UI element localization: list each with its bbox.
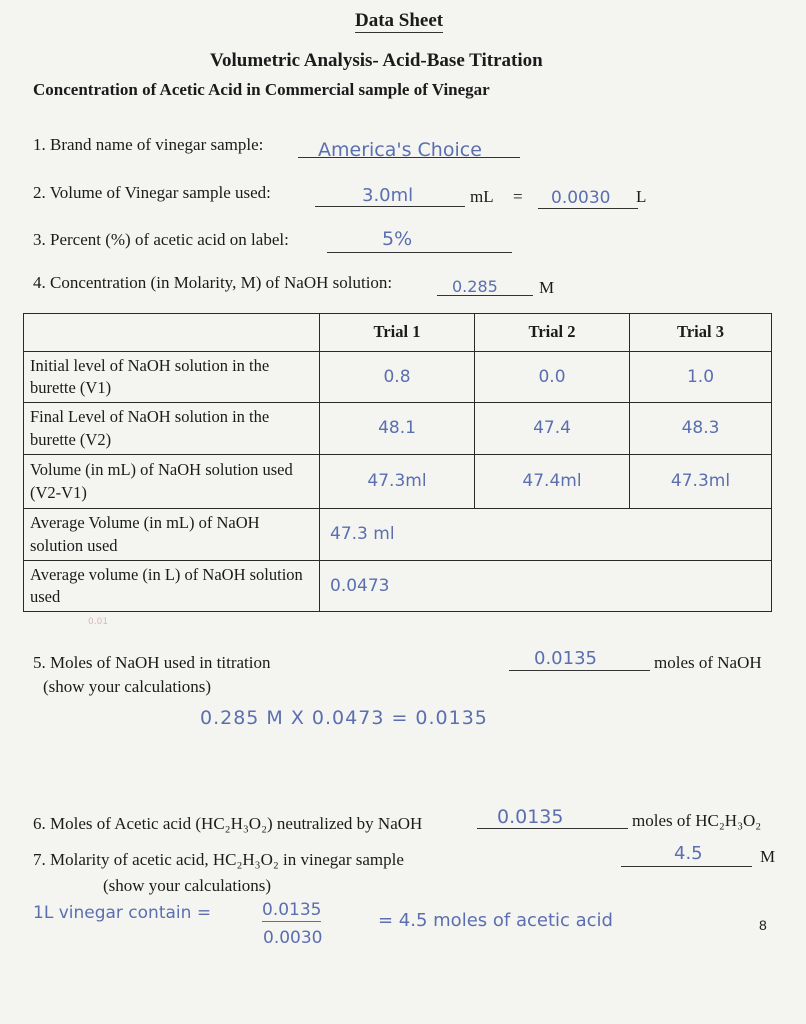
q7-answer: 4.5: [674, 843, 703, 864]
table-row: [24, 352, 772, 403]
table-header-row: [24, 314, 772, 352]
q5-label: 5. Moles of NaOH used in titration: [33, 653, 271, 672]
table-row: [24, 509, 772, 561]
q7-calc-result: = 4.5 moles of acetic acid: [378, 910, 613, 931]
q5-unit: moles of NaOH: [654, 653, 762, 672]
cell-volume-trial-1: 47.3ml: [320, 455, 475, 509]
row-label-average-ml: Average Volume (in mL) of NaOH solution used: [24, 509, 320, 561]
faint-pencil-note: 0.01: [88, 617, 109, 627]
table-header-trial-3: Trial 3: [630, 314, 772, 352]
q2-label: 2. Volume of Vinegar sample used:: [33, 183, 271, 202]
page-number: 8: [759, 917, 767, 933]
table-row: [24, 403, 772, 455]
q5-answer: 0.0135: [534, 648, 597, 669]
cell-initial-trial-1: 0.8: [320, 352, 475, 403]
q2-blank-l: [538, 208, 638, 209]
q6-label: 6. Moles of Acetic acid (HC₂H₃O₂) neutralized by NaOH: [33, 814, 423, 833]
q6-answer: 0.0135: [497, 806, 564, 828]
q7-unit: M: [760, 847, 776, 866]
q7-calc-numerator: 0.0135: [262, 900, 322, 920]
q2-unit-ml: mL: [470, 187, 494, 206]
row-label-volume-used: Volume (in mL) of NaOH solution used (V2-V1): [24, 455, 320, 509]
table-row: [24, 561, 772, 612]
q7-calc-denominator: 0.0030: [263, 928, 323, 948]
q6-unit: moles of HC₂H₃O₂: [632, 811, 762, 830]
row-label-average-l: Average volume (in L) of NaOH solution used: [24, 561, 320, 612]
q3-label: 3. Percent (%) of acetic acid on label:: [33, 230, 289, 249]
table-header-trial-2: Trial 2: [475, 314, 630, 352]
table-corner-cell: [24, 314, 320, 352]
q4-unit: M: [539, 278, 555, 297]
q3-blank: [327, 252, 512, 253]
q6-blank: [477, 828, 628, 829]
q4-answer: 0.285: [452, 277, 498, 296]
section-heading: Concentration of Acetic Acid in Commercial sample of Vinegar: [33, 80, 490, 99]
q2-answer-ml: 3.0ml: [362, 185, 414, 206]
q3-answer: 5%: [382, 228, 413, 250]
row-label-initial-level: Initial level of NaOH solution in the burette (V1): [24, 352, 320, 403]
table-row: [24, 455, 772, 509]
q1-label: 1. Brand name of vinegar sample:: [33, 135, 264, 154]
titration-data-table: [23, 313, 772, 612]
q2-blank-ml: [315, 206, 465, 207]
q2-answer-l: 0.0030: [551, 188, 611, 208]
q5-sublabel: (show your calculations): [43, 677, 212, 696]
q7-sublabel: (show your calculations): [103, 876, 272, 895]
q7-blank: [621, 866, 752, 867]
q4-label: 4. Concentration (in Molarity, M) of NaOH solution:: [33, 273, 393, 292]
q7-calc-prefix: 1L vinegar contain =: [33, 903, 212, 923]
table-header-trial-1: Trial 1: [320, 314, 475, 352]
q5-blank: [509, 670, 650, 671]
q2-unit-l: L: [636, 187, 647, 206]
page-title: Data Sheet: [355, 10, 444, 31]
cell-final-trial-2: 47.4: [475, 403, 630, 455]
cell-average-ml: 47.3 ml: [320, 509, 772, 561]
cell-volume-trial-3: 47.3ml: [630, 455, 772, 509]
subtitle: Volumetric Analysis- Acid-Base Titration: [210, 50, 543, 71]
q2-equals: =: [513, 187, 523, 206]
cell-average-l: 0.0473: [320, 561, 772, 612]
q1-answer: America's Choice: [318, 139, 482, 161]
row-label-final-level: Final Level of NaOH solution in the burette (V2): [24, 403, 320, 455]
cell-initial-trial-3: 1.0: [630, 352, 772, 403]
cell-final-trial-3: 48.3: [630, 403, 772, 455]
q7-label: 7. Molarity of acetic acid, HC₂H₃O₂ in vinegar sample: [33, 850, 404, 869]
cell-volume-trial-2: 47.4ml: [475, 455, 630, 509]
q5-calculation: 0.285 M X 0.0473 = 0.0135: [200, 707, 488, 729]
cell-final-trial-1: 48.1: [320, 403, 475, 455]
cell-initial-trial-2: 0.0: [475, 352, 630, 403]
